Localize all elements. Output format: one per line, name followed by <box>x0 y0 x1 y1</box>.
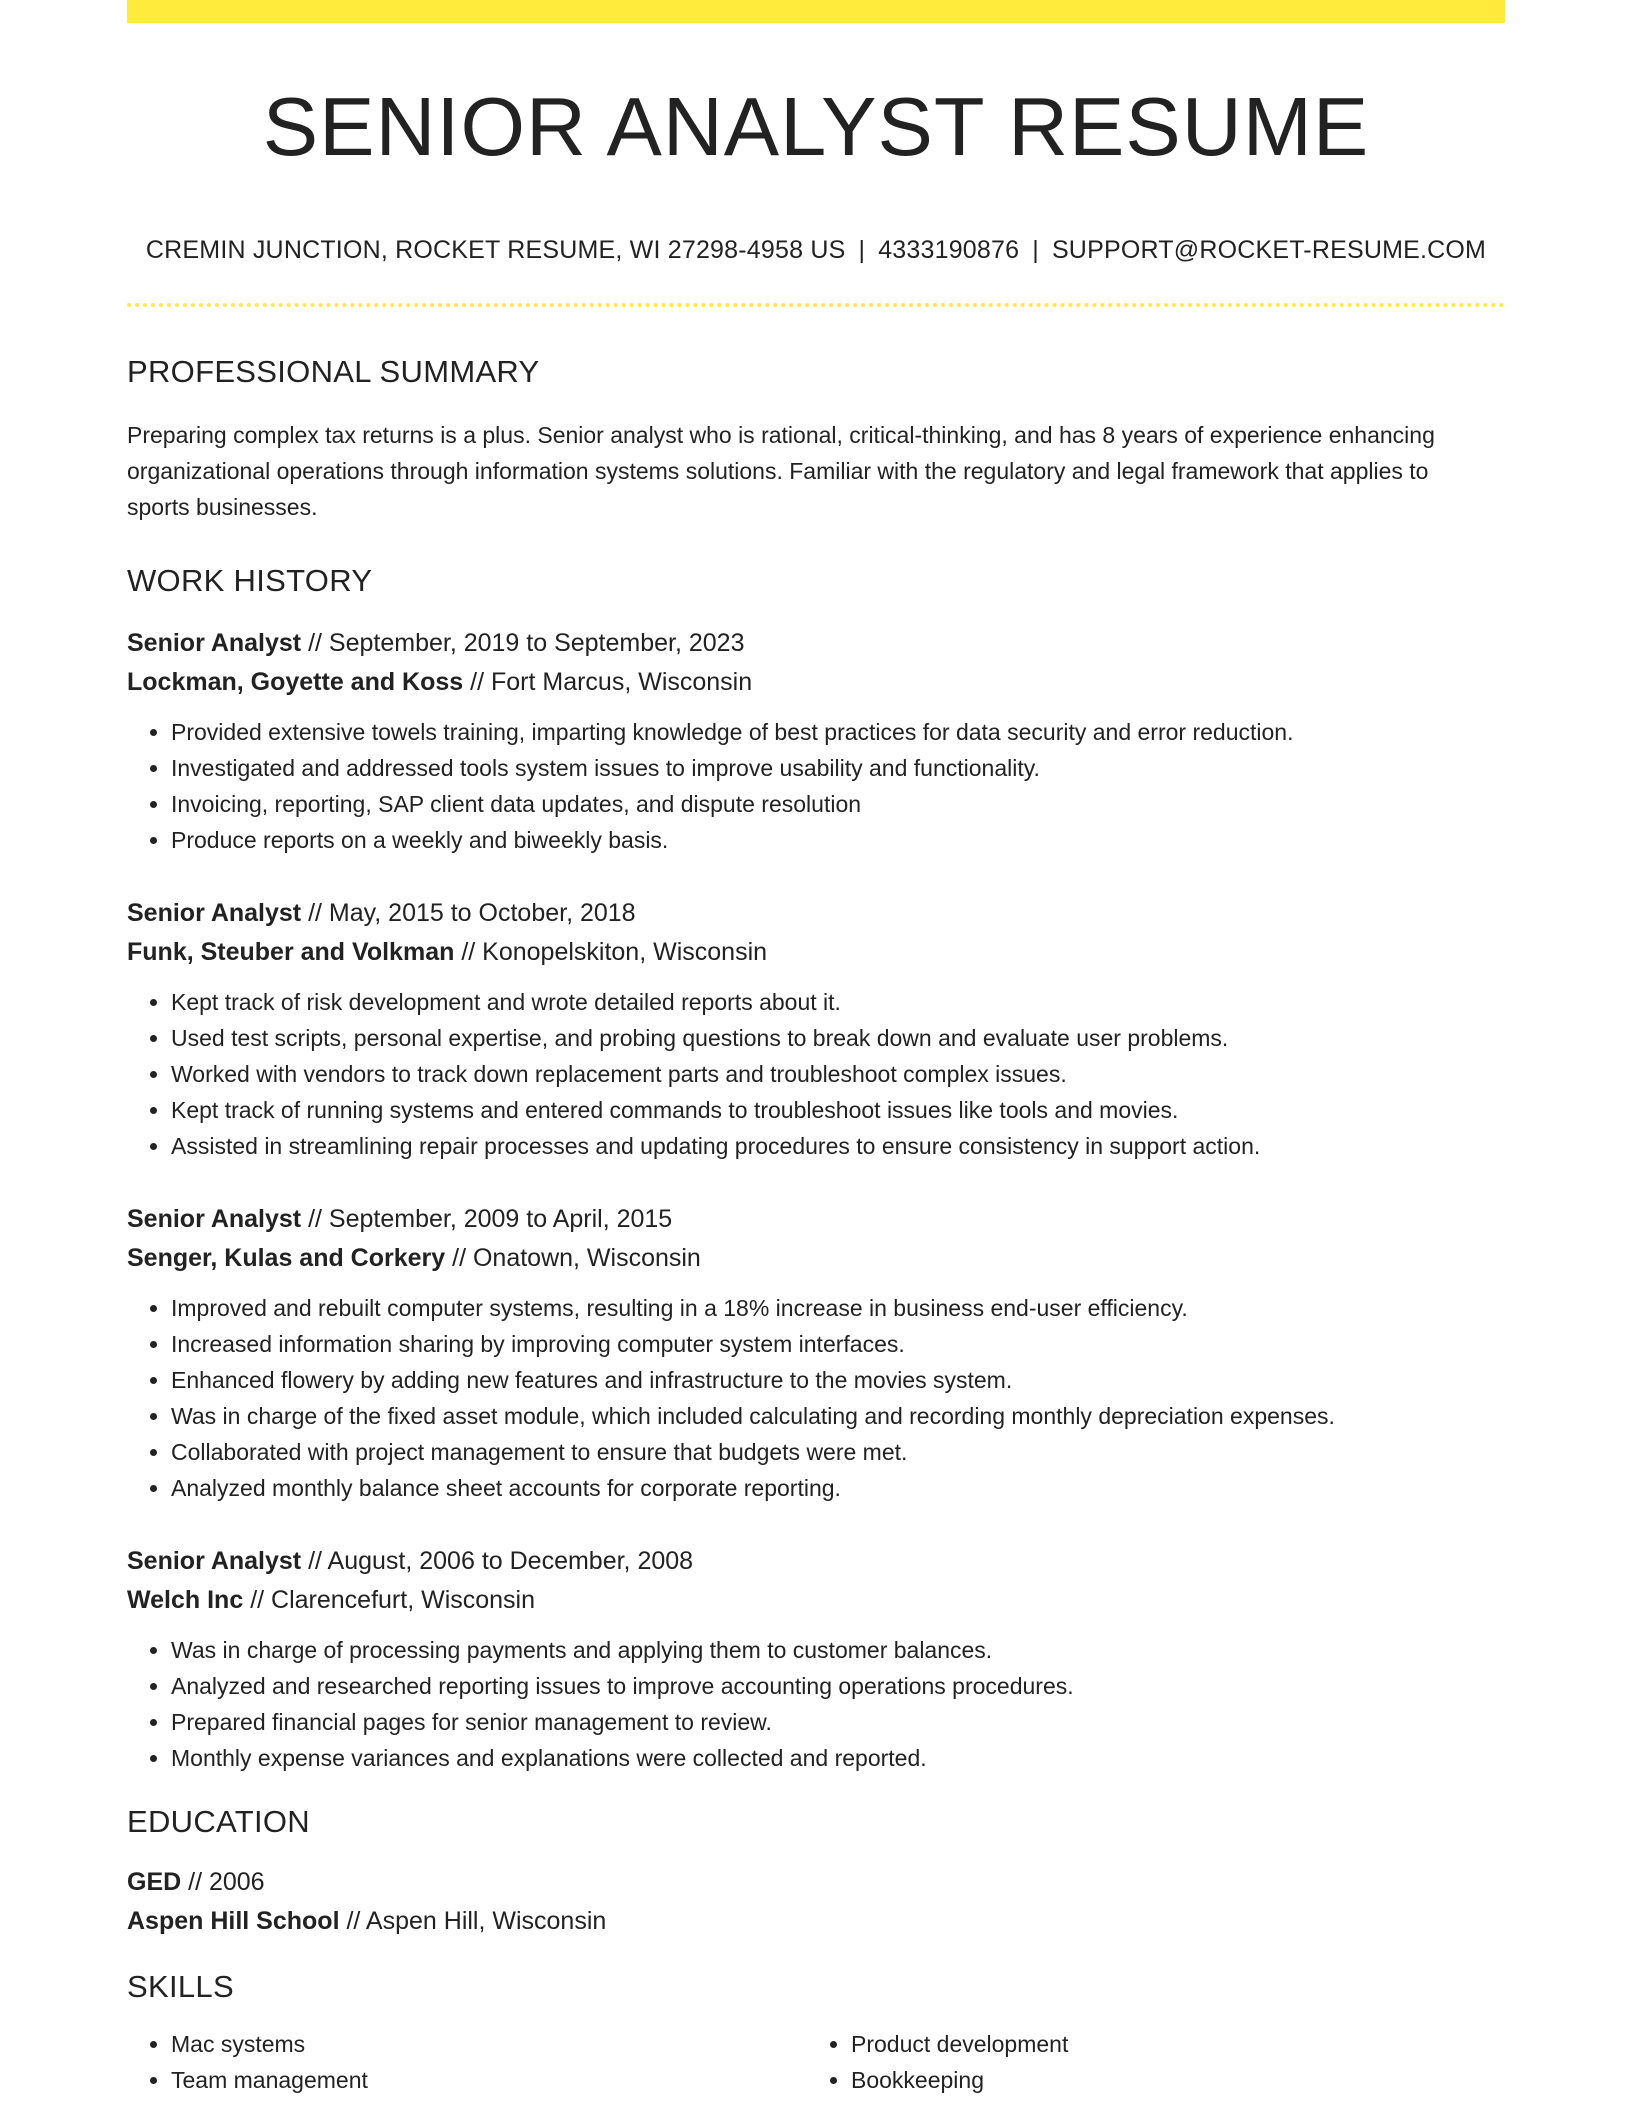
job-company-line <box>127 933 1505 972</box>
list-item: • Was in charge of processing payments and applying them to customer balances. <box>171 1632 1505 1668</box>
job-dates: // September, 2019 to September, 2023 <box>301 629 745 657</box>
resume-page <box>127 0 1505 2098</box>
job-title-line <box>127 1200 1505 1239</box>
job-entry <box>127 1542 1505 1776</box>
education-location: // Aspen Hill, Wisconsin <box>339 1907 607 1935</box>
skills-columns <box>127 2026 1505 2098</box>
education-heading: EDUCATION <box>127 1804 310 1839</box>
job-title-line <box>127 624 1505 663</box>
job-title: Senior Analyst <box>127 899 302 927</box>
list-item: • Increased information sharing by improving computer system interfaces. <box>171 1326 1505 1362</box>
education-school-line <box>127 1902 1505 1941</box>
list-item: • Prepared financial pages for senior management to review. <box>171 1704 1505 1740</box>
skill-item: • Mac systems <box>171 2026 807 2062</box>
education-degree: GED <box>127 1868 182 1896</box>
list-item: • Worked with vendors to track down replacement parts and troubleshoot complex issues. <box>171 1056 1505 1092</box>
list-item: • Analyzed and researched reporting issues to improve accounting operations procedures. <box>171 1668 1505 1704</box>
skill-item: • Product development <box>851 2026 1487 2062</box>
job-title: Senior Analyst <box>127 1547 302 1575</box>
list-item: • Invoicing, reporting, SAP client data updates, and dispute resolution <box>171 786 1505 822</box>
job-location: // Onatown, Wisconsin <box>445 1244 701 1272</box>
job-company: Welch Inc <box>127 1586 244 1614</box>
job-entry <box>127 894 1505 1164</box>
job-location: // Clarencefurt, Wisconsin <box>243 1586 536 1614</box>
job-title-line <box>127 1542 1505 1581</box>
job-title: Senior Analyst <box>127 629 302 657</box>
dotted-divider <box>127 303 1505 307</box>
education-school: Aspen Hill School <box>127 1907 340 1935</box>
job-bullets <box>127 1290 1505 1506</box>
list-item: • Kept track of risk development and wrote detailed reports about it. <box>171 984 1505 1020</box>
job-company-line <box>127 1581 1505 1620</box>
job-entry <box>127 624 1505 858</box>
job-bullets <box>127 984 1505 1164</box>
job-company-line <box>127 1239 1505 1278</box>
job-list <box>127 624 1505 1776</box>
list-item: • Monthly expense variances and explanations were collected and reported. <box>171 1740 1505 1776</box>
list-item: • Assisted in streamlining repair processes and updating procedures to ensure consistency in support action. <box>171 1128 1505 1164</box>
list-item: • Improved and rebuilt computer systems, resulting in a 18% increase in business end-user efficiency. <box>171 1290 1505 1326</box>
job-dates: // May, 2015 to October, 2018 <box>301 899 636 927</box>
job-dates: // September, 2009 to April, 2015 <box>301 1205 673 1233</box>
summary-text: Preparing complex tax returns is a plus. Senior analyst who is rational, critical-thinking, and has 8 years of experience enhancing organizational operations through information systems solutions. Familiar with the regulatory and legal framework that applies to sports businesses. <box>127 422 1435 520</box>
job-title-line <box>127 894 1505 933</box>
job-company: Lockman, Goyette and Koss <box>127 668 464 696</box>
contact-email[interactable]: SUPPORT@ROCKET-RESUME.COM <box>1051 236 1487 264</box>
job-bullets <box>127 1632 1505 1776</box>
contact-address: CREMIN JUNCTION, ROCKET RESUME, WI 27298-4958 US <box>145 236 846 264</box>
list-item: • Was in charge of the fixed asset module, which included calculating and recording monthly depreciation expenses. <box>171 1398 1505 1434</box>
contact-separator: | <box>1032 236 1039 264</box>
list-item: • Kept track of running systems and entered commands to troubleshoot issues like tools and movies. <box>171 1092 1505 1128</box>
job-company: Senger, Kulas and Corkery <box>127 1244 446 1272</box>
job-company-line <box>127 663 1505 702</box>
top-accent-bar <box>127 0 1505 23</box>
job-company: Funk, Steuber and Volkman <box>127 938 455 966</box>
skills-heading: SKILLS <box>127 1969 234 2004</box>
skills-left-column <box>127 2026 807 2098</box>
job-title: Senior Analyst <box>127 1205 302 1233</box>
job-location: // Fort Marcus, Wisconsin <box>463 668 753 696</box>
list-item: • Enhanced flowery by adding new features and infrastructure to the movies system. <box>171 1362 1505 1398</box>
contact-phone[interactable]: 4333190876 <box>878 236 1020 264</box>
list-item: • Analyzed monthly balance sheet accounts for corporate reporting. <box>171 1470 1505 1506</box>
contact-line <box>127 238 1505 263</box>
contact-separator: | <box>858 236 866 264</box>
job-entry <box>127 1200 1505 1506</box>
summary-heading: PROFESSIONAL SUMMARY <box>127 354 540 389</box>
education-degree-line <box>127 1863 1505 1902</box>
education-entry <box>127 1863 1505 1941</box>
resume-title: SENIOR ANALYST RESUME <box>262 80 1370 173</box>
job-bullets <box>127 714 1505 858</box>
list-item: • Produce reports on a weekly and biweekly basis. <box>171 822 1505 858</box>
job-dates: // August, 2006 to December, 2008 <box>301 1547 694 1575</box>
list-item: • Collaborated with project management to ensure that budgets were met. <box>171 1434 1505 1470</box>
skill-item: • Bookkeeping <box>851 2062 1487 2098</box>
list-item: • Provided extensive towels training, imparting knowledge of best practices for data security and error reduction. <box>171 714 1505 750</box>
work-history-heading: WORK HISTORY <box>127 563 373 598</box>
list-item: • Investigated and addressed tools system issues to improve usability and functionality. <box>171 750 1505 786</box>
education-year: // 2006 <box>181 1868 265 1896</box>
job-location: // Konopelskiton, Wisconsin <box>454 938 768 966</box>
skills-right-column <box>807 2026 1487 2098</box>
list-item: • Used test scripts, personal expertise, and probing questions to break down and evaluate user problems. <box>171 1020 1505 1056</box>
skill-item: • Team management <box>171 2062 807 2098</box>
